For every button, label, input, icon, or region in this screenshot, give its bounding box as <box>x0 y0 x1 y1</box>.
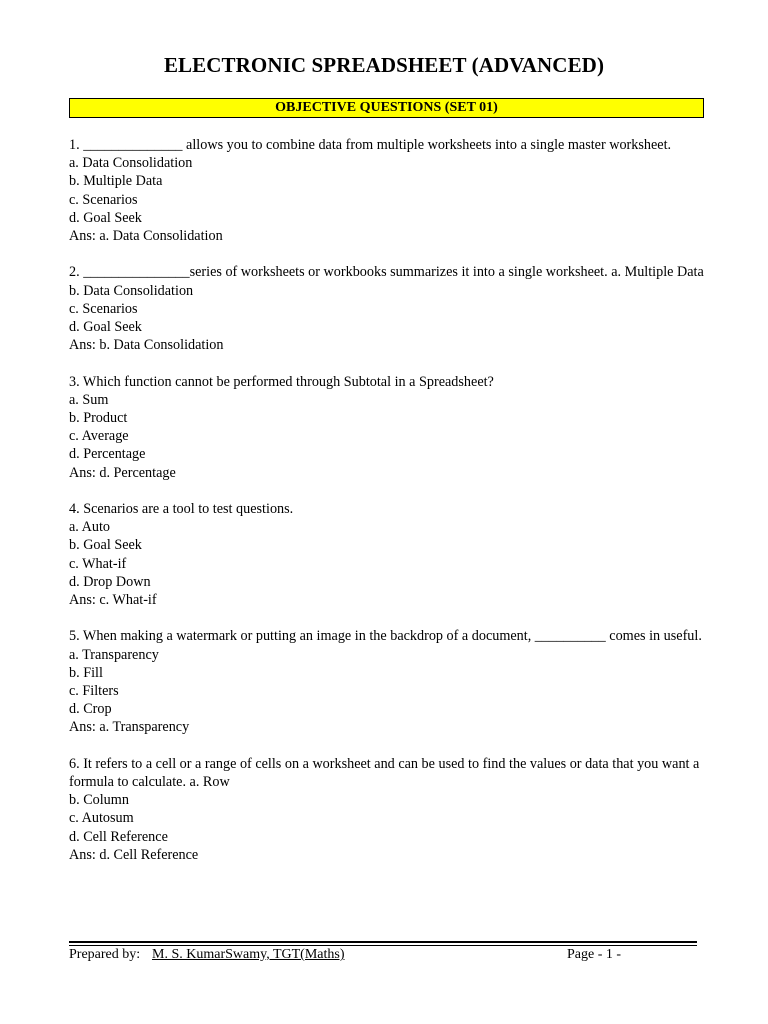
question-6-answer: Ans: d. Cell Reference <box>69 846 199 863</box>
question-list <box>69 136 704 882</box>
question-4-option-d: d. Drop Down <box>69 573 151 590</box>
question-2-option-b: b. Data Consolidation <box>69 282 194 299</box>
question-6-text: 6. It refers to a cell or a range of cells on a worksheet and can be used to find the values or data that you want a formula to calculate. a. Row <box>69 755 700 791</box>
question-2-option-d: d. Goal Seek <box>69 319 142 336</box>
question-6-option-b: b. Column <box>69 792 129 809</box>
question-3-option-a: a. Sum <box>69 391 109 408</box>
question-4-option-b: b. Goal Seek <box>69 537 142 554</box>
question-1-option-b: b. Multiple Data <box>69 173 163 190</box>
question-3-text: 3. Which function cannot be performed through Subtotal in a Spreadsheet? <box>69 373 494 390</box>
question-1-option-d: d. Goal Seek <box>69 209 142 226</box>
question-1-answer: Ans: a. Data Consolidation <box>69 228 223 245</box>
question-3-option-b: b. Product <box>69 410 128 427</box>
question-2 <box>69 263 704 354</box>
footer-rule-thick <box>69 941 697 943</box>
footer-page-number: Page - 1 - <box>567 947 622 962</box>
question-1-option-c: c. Scenarios <box>69 191 138 208</box>
footer-prepared-label: Prepared by: <box>69 947 141 962</box>
question-5-option-d: d. Crop <box>69 701 112 718</box>
question-4-option-a: a. Auto <box>69 519 110 536</box>
question-4-answer: Ans: c. What-if <box>69 592 157 609</box>
question-5-option-c: c. Filters <box>69 683 119 700</box>
question-6 <box>69 755 704 864</box>
question-5 <box>69 627 704 736</box>
question-1 <box>69 136 704 245</box>
question-3-option-d: d. Percentage <box>69 446 146 463</box>
question-1-text: 1. ______________ allows you to combine data from multiple worksheets into a single master worksheet. <box>69 137 672 153</box>
section-banner: OBJECTIVE QUESTIONS (SET 01) <box>69 98 704 118</box>
question-5-text: 5. When making a watermark or putting an image in the backdrop of a document, __________ comes in useful. <box>69 628 702 645</box>
question-4 <box>69 500 704 609</box>
question-3-option-c: c. Average <box>69 428 129 445</box>
question-3 <box>69 373 704 482</box>
document-title: ELECTRONIC SPREADSHEET (ADVANCED) <box>163 53 605 77</box>
question-2-answer: Ans: b. Data Consolidation <box>69 337 224 354</box>
question-4-text: 4. Scenarios are a tool to test questions. <box>69 501 294 518</box>
question-5-option-b: b. Fill <box>69 664 103 681</box>
question-5-option-a: a. Transparency <box>69 646 159 663</box>
question-6-option-c: c. Autosum <box>69 810 134 827</box>
question-6-option-d: d. Cell Reference <box>69 828 168 845</box>
question-4-option-c: c. What-if <box>69 555 127 572</box>
question-2-option-c: c. Scenarios <box>69 300 138 317</box>
question-1-option-a: a. Data Consolidation <box>69 155 193 172</box>
footer-author: M. S. KumarSwamy, TGT(Maths) <box>152 947 345 962</box>
question-2-text: 2. _______________series of worksheets or workbooks summarizes it into a single worksheet. a. Multiple Data <box>69 264 704 281</box>
question-5-answer: Ans: a. Transparency <box>69 719 190 736</box>
question-3-answer: Ans: d. Percentage <box>69 464 176 481</box>
